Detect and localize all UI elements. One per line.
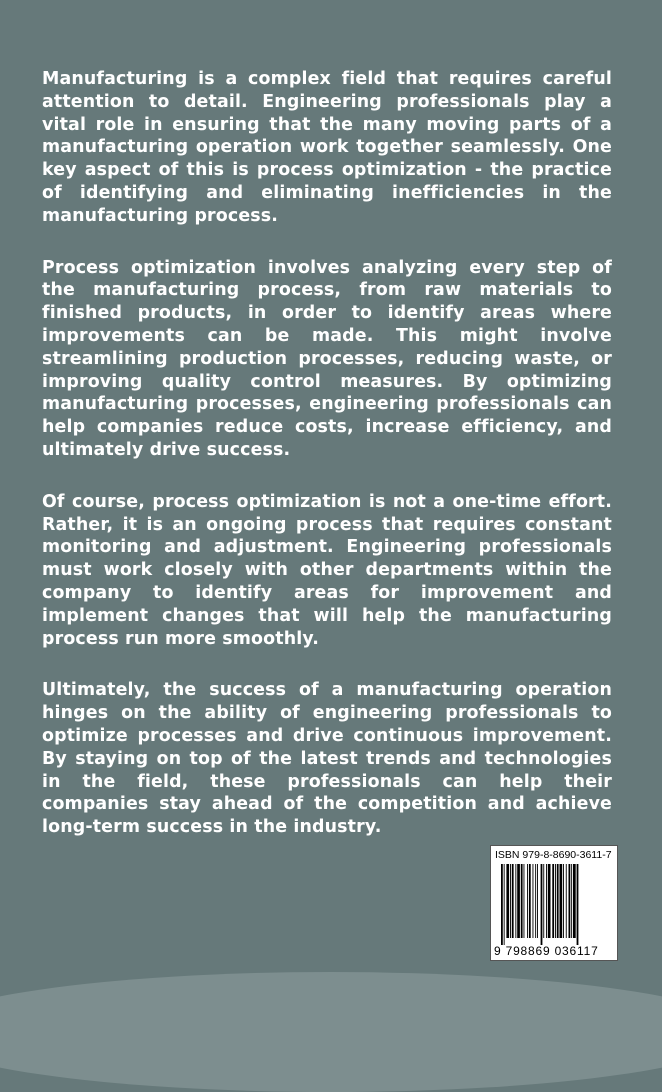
barcode-bar xyxy=(515,864,516,938)
barcode-bar xyxy=(506,864,509,938)
barcode-bar xyxy=(524,864,525,938)
barcode-bar xyxy=(533,864,534,938)
barcode-bar xyxy=(548,864,551,938)
barcode-bar xyxy=(563,864,564,938)
barcode-bar xyxy=(521,864,523,938)
barcode-bar xyxy=(557,864,559,938)
barcode-bar xyxy=(527,864,528,938)
barcode-bar xyxy=(510,864,511,938)
barcode-bar xyxy=(517,864,520,938)
paragraph-1: Manufacturing is a complex field that requires careful attention to detail. Engineering professionals play a vital role in ensuring that the many moving parts of a manufacturing operation work together seamlessly. One key aspect of this is process optimization - the practice of identifying and eliminating inefficiencies in the manufacturing process. xyxy=(42,69,612,226)
barcode-bar xyxy=(529,864,531,938)
barcode-bar xyxy=(555,864,556,938)
barcode-digits: 9 798869 036117 xyxy=(494,944,599,958)
back-cover-text xyxy=(42,68,612,868)
barcode-bar xyxy=(546,864,547,938)
barcode-bar xyxy=(543,864,544,938)
barcode-bar xyxy=(504,864,505,945)
barcode-bar xyxy=(541,864,543,945)
paragraph-3: Of course, process optimization is not a one-time effort. Rather, it is an ongoing process that requires constant monitoring and adjustment. Engineering professionals must work closely with other departments within the company to identify areas for improvement and implement changes that will help the manufacturing process run more smoothly. xyxy=(42,491,612,649)
barcode-bar xyxy=(501,864,503,945)
barcode-bar xyxy=(535,864,536,938)
bottom-decorative-curve xyxy=(0,972,662,1092)
paragraph-4: Ultimately, the success of a manufacturing operation hinges on the ability of engineering professionals to optimize processes and drive continuous improvement. By staying on top of the latest trends and technologies in the field, these professionals can help their companies stay ahead of the competition and achieve long-term success in the industry. xyxy=(42,680,612,838)
barcode-bar xyxy=(566,864,567,938)
barcode-bars-icon xyxy=(501,864,611,945)
barcode-bar xyxy=(577,864,579,945)
isbn-label: ISBN 979-8-8690-3611-7 xyxy=(495,849,612,861)
barcode-bar xyxy=(571,864,572,938)
barcode-bar xyxy=(552,864,554,938)
barcode-bar xyxy=(560,864,563,938)
barcode-bar xyxy=(512,864,514,938)
barcode-bar xyxy=(537,864,538,938)
paragraph-2: Process optimization involves analyzing every step of the manufacturing process, from raw materials to finished products, in order to identify areas where improvements can be made. This might involve streamlining production processes, reducing waste, or improving quality control measures. By optimizing manufacturing processes, engineering professionals can help companies reduce costs, increase efficiency, and ultimately drive success. xyxy=(42,257,612,460)
isbn-barcode xyxy=(490,845,618,961)
barcode-bar xyxy=(569,864,571,938)
barcode-bar xyxy=(573,864,576,938)
